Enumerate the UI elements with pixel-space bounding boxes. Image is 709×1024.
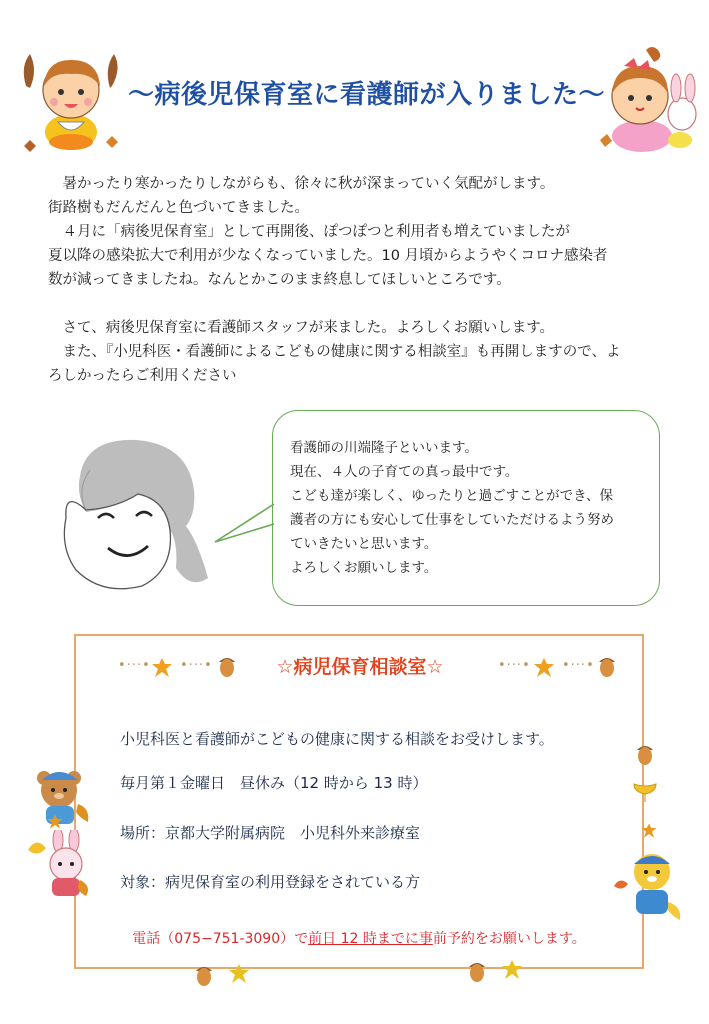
- consultation-title: ☆病児保育相談室☆: [276, 656, 444, 678]
- fox-with-cap-illustration: [612, 846, 684, 924]
- intro-line: 街路樹もだんだんと色づいてきました。: [48, 200, 309, 216]
- acorn-icon: [596, 652, 618, 678]
- phone-reservation-note: [86, 928, 632, 948]
- nurse-message-line: 現在、４人の子育ての真っ最中です。: [290, 464, 519, 480]
- nurse-message: [290, 436, 650, 580]
- intro-line: また、『小児科医・看護師によるこどもの健康に関する相談室』も再開しますので、よ: [48, 344, 621, 360]
- intro-line: 夏以降の感染拡大で利用が少なくなっていました。10 月頃からようやくコロナ感染者: [48, 248, 608, 264]
- ginkgo-leaf-icon: [632, 780, 658, 804]
- dotted-flourish: •···•: [498, 658, 531, 673]
- phone-number-text: 電話（075−751-3090）で: [132, 931, 309, 947]
- intro-line: [48, 292, 670, 316]
- intro-line: ４月に「病後児保育室」として再開後、ぽつぽつと利用者も増えていましたが: [48, 224, 570, 240]
- nurse-message-line: こども達が楽しく、ゆったりと過ごすことができ、保: [290, 488, 614, 504]
- nurse-message-line: ていきたいと思います。: [290, 536, 438, 552]
- dotted-flourish: •···•: [180, 658, 213, 673]
- intro-line: ろしかったらご利用ください: [48, 368, 237, 384]
- consultation-description: 小児科医と看護師がこどもの健康に関する相談をお受けします。: [120, 730, 554, 748]
- bunny-with-leaf-illustration: [26, 830, 96, 900]
- intro-line: さて、病後児保育室に看護師スタッフが来ました。よろしくお願いします。: [48, 320, 555, 336]
- acorn-icon: [216, 652, 238, 678]
- autumn-leaf-icon: [532, 656, 556, 680]
- acorn-icon: [634, 740, 656, 766]
- nurse-message-line: よろしくお願いします。: [290, 560, 438, 576]
- autumn-leaf-icon: [500, 958, 524, 982]
- page-title: ～病後児保育室に看護師が入りました～: [128, 80, 606, 110]
- autumn-leaf-icon: [640, 822, 658, 840]
- nurse-message-line: 看護師の川端隆子といいます。: [290, 440, 478, 456]
- reservation-request-text: 前予約をお願いします。: [432, 931, 586, 947]
- speech-bubble-tail: [213, 498, 277, 558]
- girl-with-bunny-illustration: [594, 44, 704, 156]
- acorn-icon: [466, 957, 488, 983]
- consultation-schedule: 毎月第１金曜日 昼休み（12 時から 13 時）: [120, 774, 428, 792]
- boy-with-leaves-illustration: [16, 46, 126, 156]
- reservation-deadline-text: 前日 12 時までに事: [308, 931, 433, 947]
- dotted-flourish: •···•: [118, 658, 151, 673]
- intro-line: 数が減ってきましたね。なんとかこのまま終息してほしいところです。: [48, 272, 511, 288]
- intro-line: 暑かったり寒かったりしながらも、徐々に秋が深まっていく気配がします。: [48, 176, 555, 192]
- autumn-leaf-icon: [150, 656, 174, 680]
- autumn-leaf-icon: [46, 813, 64, 831]
- consultation-box: [74, 634, 644, 969]
- nurse-portrait-illustration: [46, 430, 216, 600]
- acorn-icon: [193, 961, 215, 987]
- consultation-location: 場所：京都大学附属病院 小児科外来診療室: [120, 824, 421, 842]
- consultation-target: 対象：病児保育室の利用登録をされている方: [120, 873, 421, 891]
- intro-text: [48, 172, 670, 388]
- autumn-leaf-icon: [227, 962, 251, 986]
- nurse-message-line: 護者の方にも安心して仕事をしていただけるよう努め: [290, 512, 614, 528]
- dotted-flourish: •···•: [562, 658, 595, 673]
